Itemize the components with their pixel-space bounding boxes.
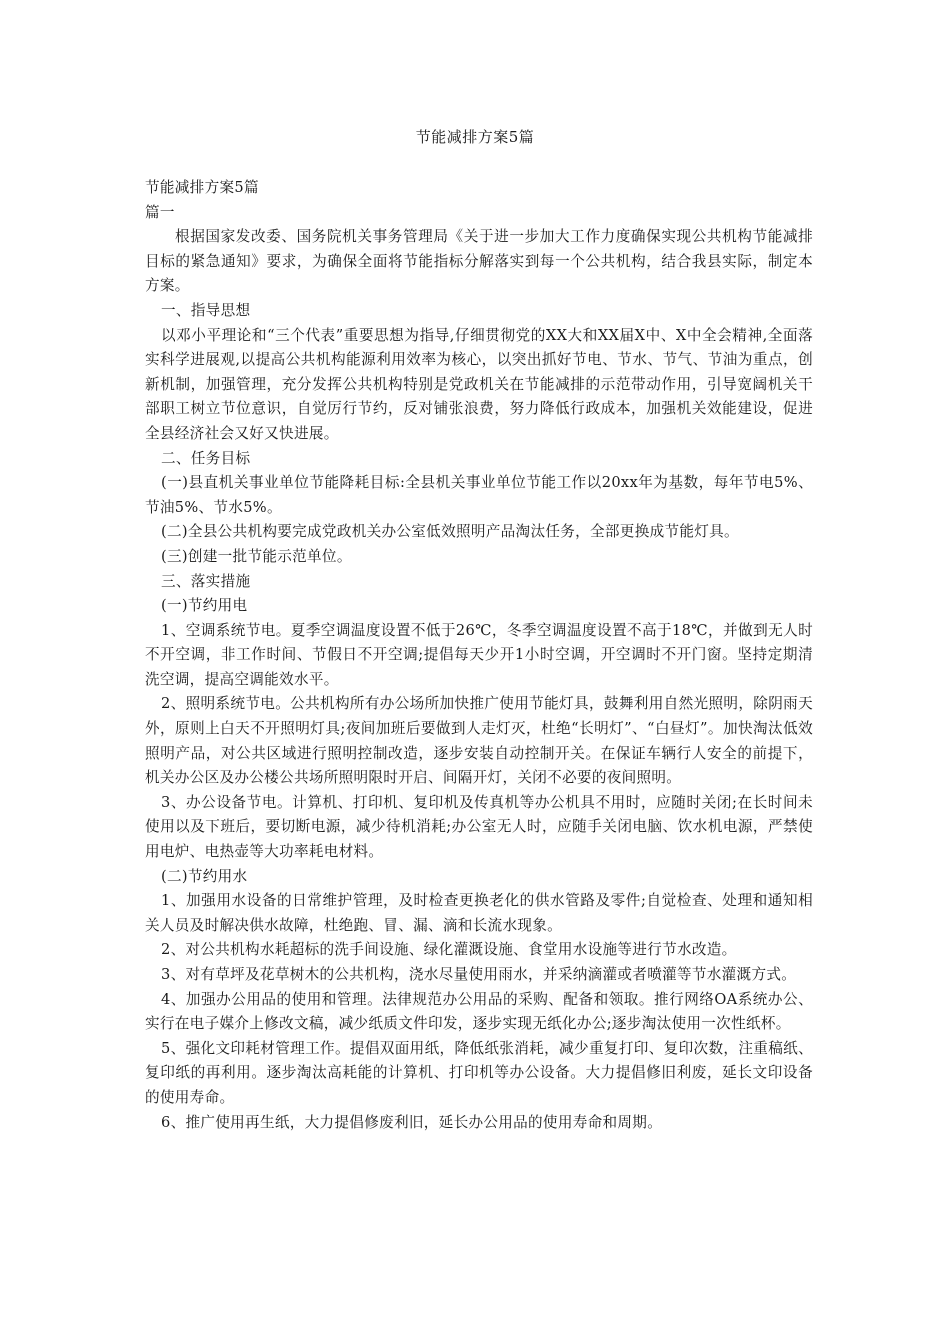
heading-measures: 三、落实措施 [161, 572, 251, 590]
paragraph-electricity-3: 3、办公设备节电。计算机、打印机、复印机及传真机等办公机具不用时，应随时关闭;在长时间未使用以及下班后，要切断电源，减少待机消耗;办公室无人时，应随手关闭电脑、饮水机电源，严禁使用电炉、电热壶等大功率耗电材料。 [145, 793, 813, 861]
paragraph-water-2: 2、对公共机构水耗超标的洗手间设施、绿化灌溉设施、食堂用水设施等进行节水改造。 [161, 941, 737, 959]
document-title: 节能减排方案5篇 [415, 128, 535, 146]
heading-guiding-ideology: 一、指导思想 [161, 301, 251, 319]
document-body [145, 176, 813, 1135]
paragraph-goal-3: (三)创建一批节能示范单位。 [161, 547, 352, 565]
heading-task-goals: 二、任务目标 [161, 449, 251, 467]
paragraph-goal-2: (二)全县公共机构要完成党政机关办公室低效照明产品淘汰任务，全部更换成节能灯具。 [161, 523, 739, 541]
paragraph-intro: 根据国家发改委、国务院机关事务管理局《关于进一步加大工作力度确保实现公共机构节能减排目标的紧急通知》要求，为确保全面将节能指标分解落实到每一个公共机构，结合我县实际，制定本方案。 [145, 228, 813, 295]
heading-save-electricity: (一)节约用电 [161, 597, 248, 615]
paragraph-water-6: 6、推广使用再生纸，大力提倡修废利旧，延长办公用品的使用寿命和周期。 [161, 1113, 663, 1131]
paragraph-water-1: 1、加强用水设备的日常维护管理，及时检查更换老化的供水管路及零件;自觉检查、处理和通知相关人员及时解决供水故障，杜绝跑、冒、漏、滴和长流水现象。 [145, 892, 813, 934]
paragraph-guiding-ideology: 以邓小平理论和“三个代表”重要思想为指导,仔细贯彻党的XX大和XX届X中、X中全会精神,全面落实科学进展观,以提高公共机构能源利用效率为核心，以突出抓好节电、节水、节气、节油为重点，创新机制，加强管理，充分发挥公共机构特别是党政机关在节能减排的示范带动作用，引导宽阔机关干部职工树立节位意识，自觉厉行节约，反对铺张浪费，努力降低行政成本，加强机关效能建设，促进全县经济社会又好又快进展。 [145, 326, 813, 442]
paragraph-goal-1: (一)县直机关事业单位节能降耗目标:全县机关事业单位节能工作以20xx年为基数，每年节电5%、节油5%、节水5%。 [145, 474, 813, 516]
section-heading-part-one: 篇一 [145, 203, 175, 221]
paragraph-electricity-1: 1、空调系统节电。夏季空调温度设置不低于26℃，冬季空调温度设置不高于18℃，并做到无人时不开空调，非工作时间、节假日不开空调;提倡每天少开1小时空调，开空调时不开门窗。坚持定期清洗空调，提高空调能效水平。 [145, 621, 813, 688]
paragraph-electricity-2: 2、照明系统节电。公共机构所有办公场所加快推广使用节能灯具，鼓舞利用自然光照明，除阴雨天外，原则上白天不开照明灯具;夜间加班后要做到人走灯灭，杜绝“长明灯”、“白昼灯”。加快淘汰低效照明产品，对公共区域进行照明控制改造，逐步安装自动控制开关。在保证车辆行人安全的前提下，机关办公区及办公楼公共场所照明限时开启、间隔开灯，关闭不必要的夜间照明。 [145, 695, 813, 787]
paragraph-water-3: 3、对有草坪及花草树木的公共机构，浇水尽量使用雨水，并采纳滴灌或者喷灌等节水灌溉方式。 [161, 966, 797, 983]
subtitle: 节能减排方案5篇 [145, 179, 259, 196]
heading-save-water: (二)节约用水 [161, 867, 248, 885]
paragraph-water-4: 4、加强办公用品的使用和管理。法律规范办公用品的采购、配备和领取。推行网络OA系统办公、实行在电子媒介上修改文稿，减少纸质文件印发，逐步实现无纸化办公;逐步淘汰使用一次性纸杯。 [145, 990, 813, 1033]
paragraph-water-5: 5、强化文印耗材管理工作。提倡双面用纸，降低纸张消耗，减少重复打印、复印次数，注重稿纸、复印纸的再利用。逐步淘汰高耗能的计算机、打印机等办公设备。大力提倡修旧利废，延长文印设备的使用寿命。 [145, 1039, 813, 1106]
